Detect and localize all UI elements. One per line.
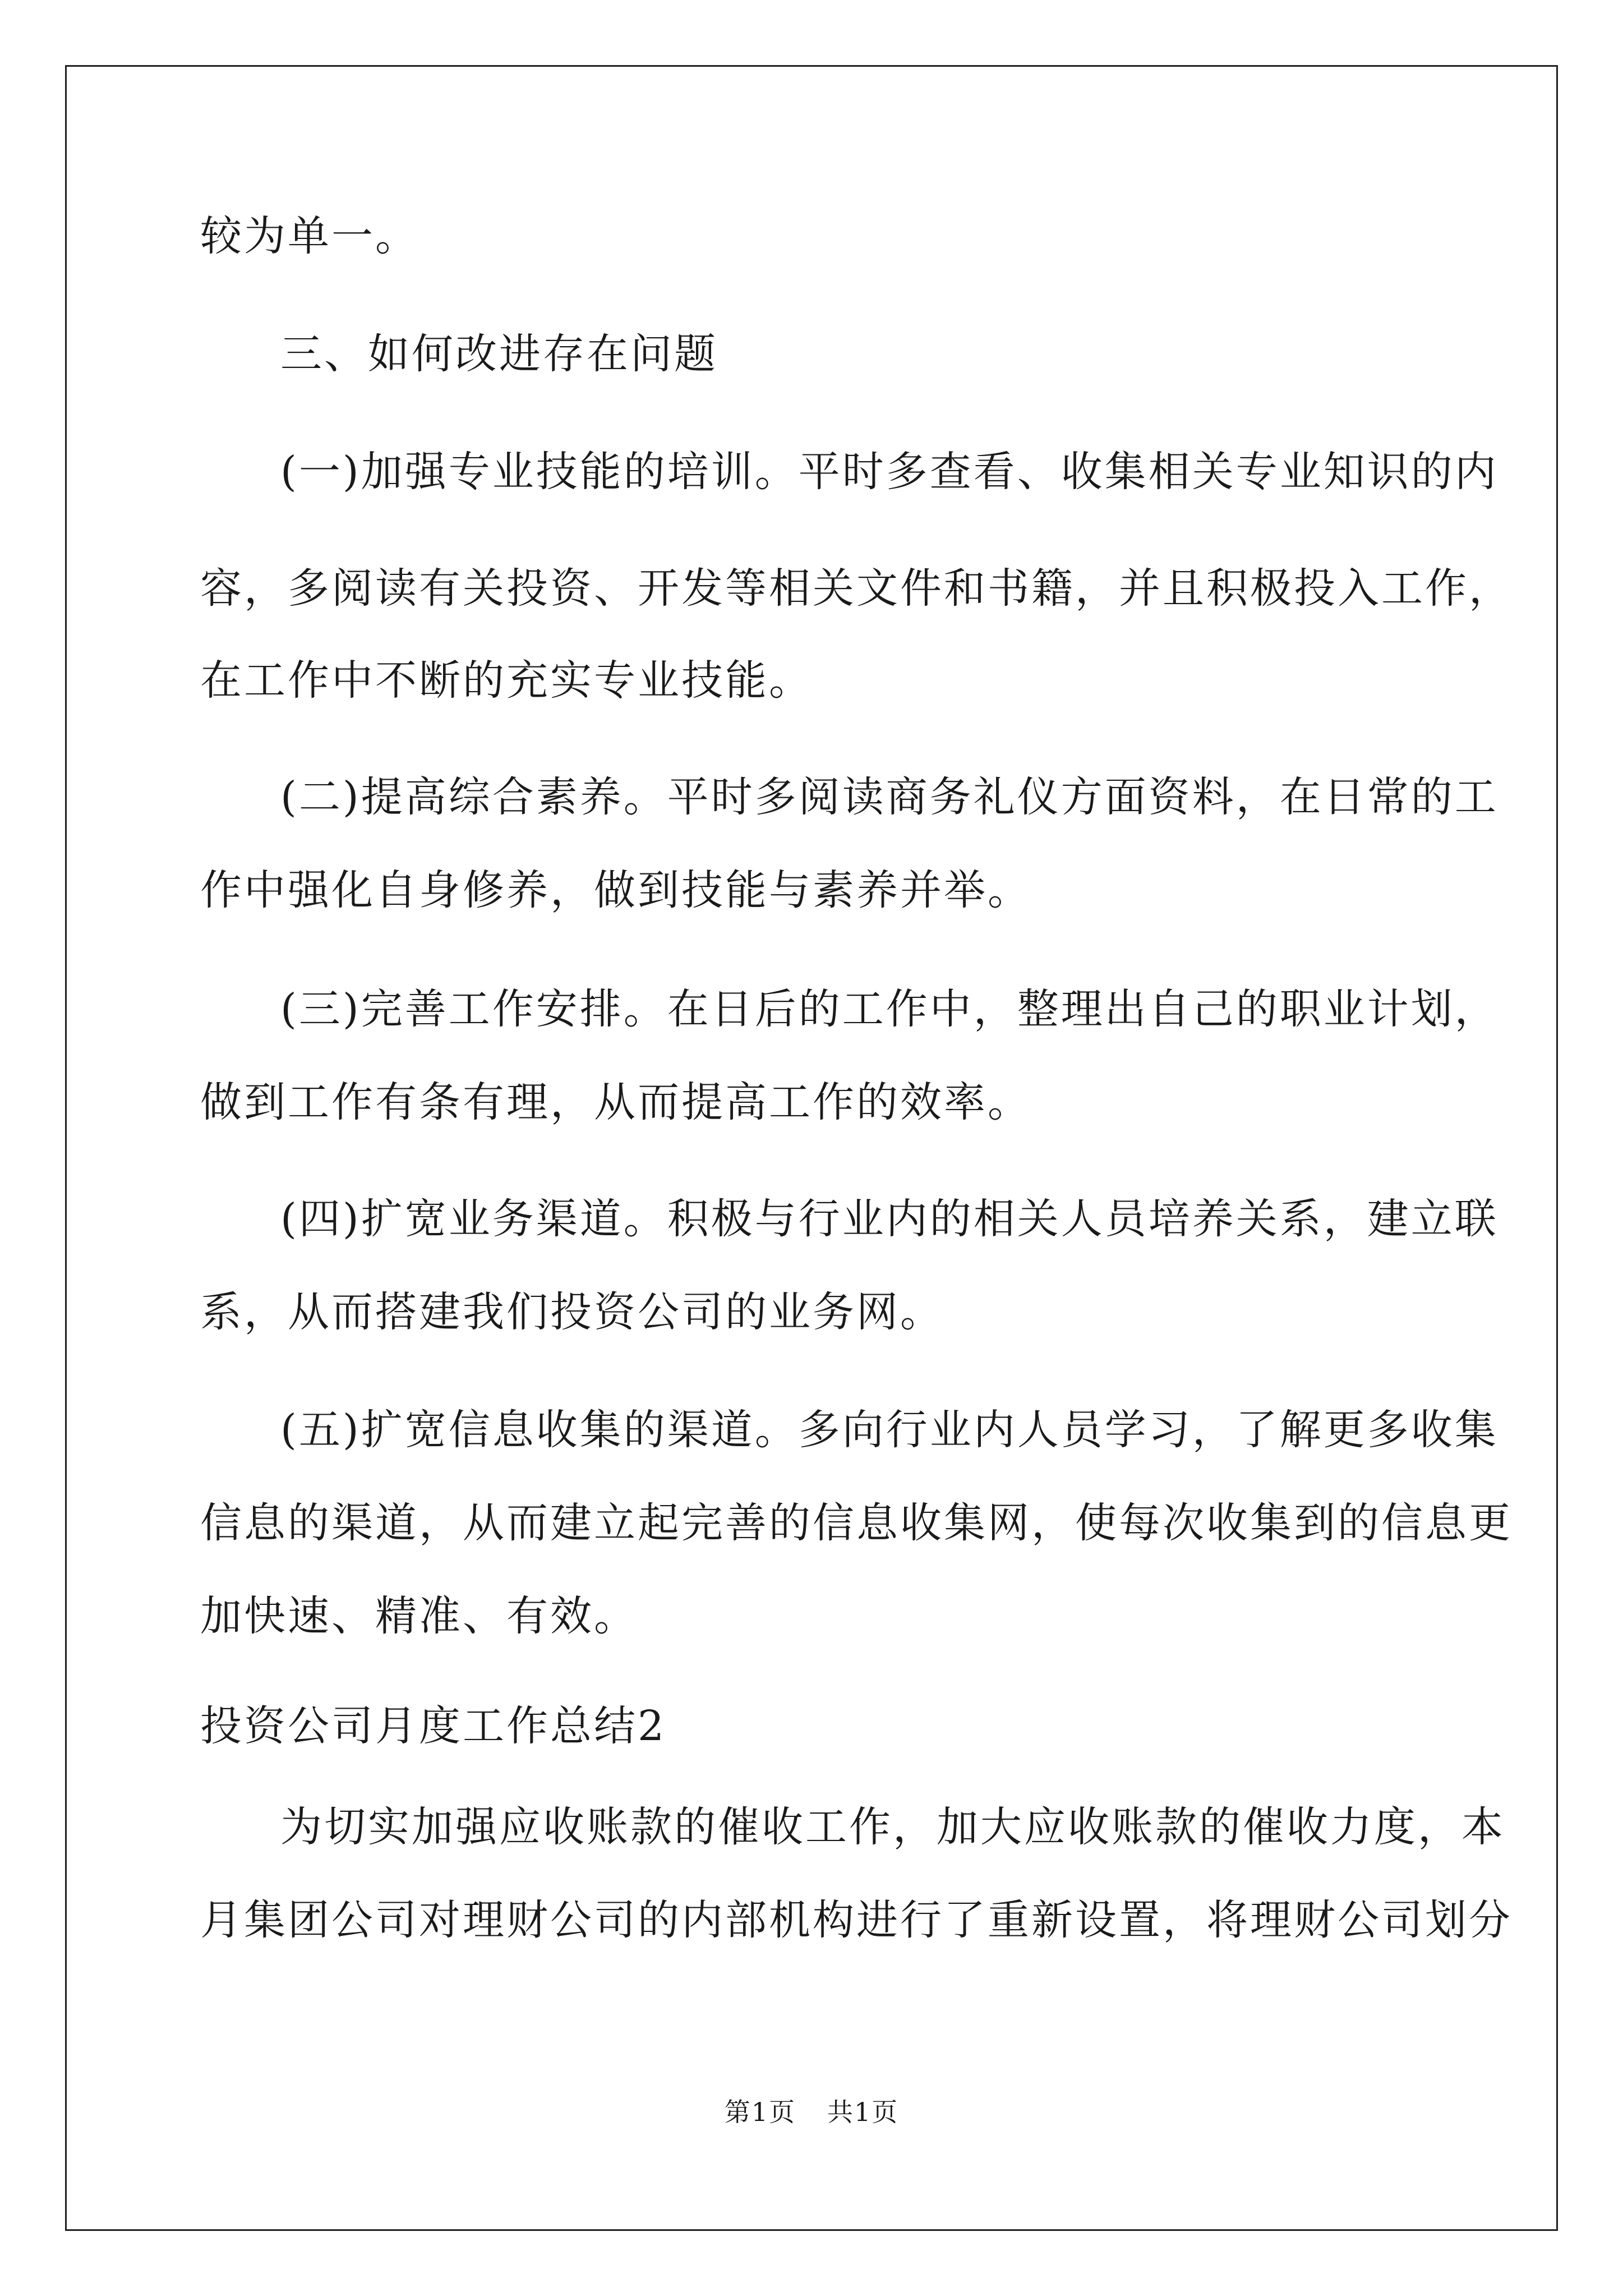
body-text-line: 在工作中不断的充实专业技能。 — [200, 656, 813, 705]
document-title: 投资公司月度工作总结2 — [200, 1702, 667, 1750]
body-text-line: (五)扩宽信息收集的渠道。多向行业内人员学习，了解更多收集 — [280, 1406, 1498, 1454]
body-text-line: 信息的渠道，从而建立起完善的信息收集网，使每次收集到的信息更 — [200, 1499, 1513, 1547]
body-text-line: 为切实加强应收账款的催收工作，加大应收账款的催收力度，本 — [280, 1803, 1505, 1851]
page-footer — [0, 2095, 1623, 2129]
page-number-total: 共1页 — [827, 2097, 899, 2127]
body-text-line: 较为单一。 — [200, 212, 419, 260]
body-text-line: 月集团公司对理财公司的内部机构进行了重新设置，将理财公司划分 — [200, 1896, 1513, 1944]
body-text-line: (二)提高综合素养。平时多阅读商务礼仪方面资料，在日常的工 — [280, 773, 1498, 821]
body-text-line: (一)加强专业技能的培训。平时多查看、收集相关专业知识的内 — [280, 448, 1498, 496]
body-text-line: 系，从而搭建我们投资公司的业务网。 — [200, 1288, 944, 1336]
body-text-line: 容，多阅读有关投资、开发等相关文件和书籍，并且积极投入工作， — [200, 564, 1513, 613]
page-number-current: 第1页 — [724, 2097, 796, 2127]
body-text-line: 作中强化自身修养，做到技能与素养并举。 — [200, 866, 1031, 914]
body-text-line: 做到工作有条有理，从而提高工作的效率。 — [200, 1078, 1031, 1126]
section-heading: 三、如何改进存在问题 — [280, 330, 718, 378]
body-text-line: (三)完善工作安排。在日后的工作中，整理出自己的职业计划， — [280, 985, 1498, 1033]
body-text-line: (四)扩宽业务渠道。积极与行业内的相关人员培养关系，建立联 — [280, 1195, 1498, 1243]
body-text-line: 加快速、精准、有效。 — [200, 1592, 638, 1640]
